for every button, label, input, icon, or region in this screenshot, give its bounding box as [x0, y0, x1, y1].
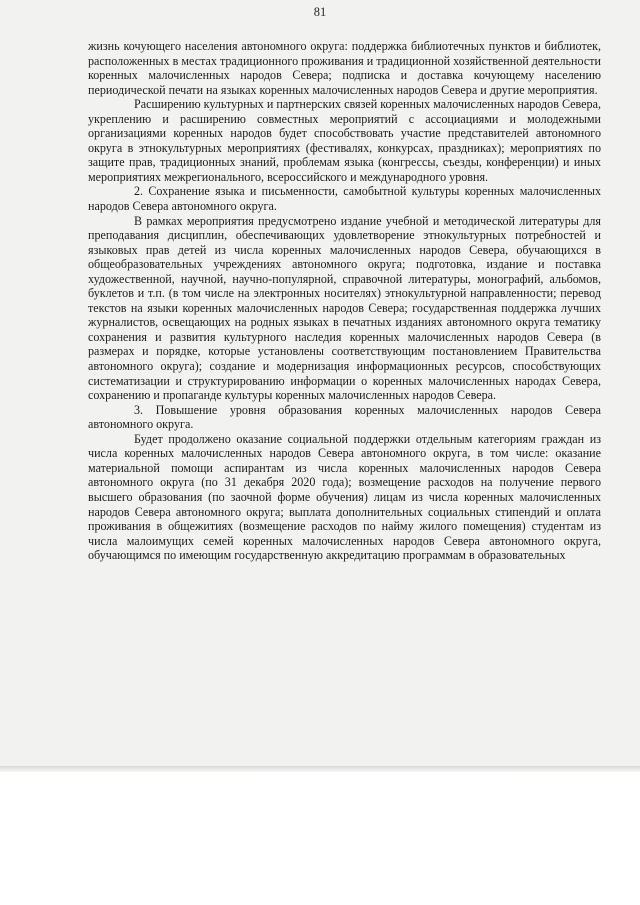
paragraph: В рамках мероприятия предусмотрено издание учебной и методической литературы для преподавания дисциплин, обеспечивающих удовлетворение этнокультурных потребностей и языковых прав детей из числа коренных малочисленных народов Севера, обучающихся в общеобразовательных учреждениях автономного округа; подготовка, издание и поставка художественной, научной, научно-популярной, справочной литературы, монографий, альбомов, буклетов и т.п. (в том числе на электронных носителях) этнокультурной направленности; перевод текстов на языки коренных малочисленных народов Севера; государственная поддержка лучших журналистов, освещающих на родных языках в печатных изданиях автономного округа тематику сохранения и развития культурного наследия коренных малочисленных народов Севера (в размерах и порядке, которые установлены соответствующим постановлением Правительства автономного округа); создание и модернизация информационных ресурсов, способствующих систематизации и структурированию информации о коренных малочисленных народах Севера, сохранению и пропаганде культуры коренных малочисленных народов Севера. — [88, 213, 601, 403]
paragraph: Будет продолжено оказание социальной поддержки отдельным категориям граждан из числа коренных малочисленных народов Севера автономного округа, в том числе: оказание материальной помощи аспирантам из числа коренных малочисленных народов Севера автономного округа (по 31 декабря 2020 года); возмещение расходов на получение первого высшего образования (по заочной форме обучения) лицам из числа коренных малочисленных народов Севера автономного округа; выплата дополнительных социальных стипендий и оплата проживания в общежитиях (возмещение расходов по найму жилого помещения) студентам из числа малоимущих семей коренных малочисленных народов Севера автономного округа, обучающимся по имеющим государственную аккредитацию программам в образовательных — [88, 431, 601, 563]
section-heading: 3. Повышение уровня образования коренных малочисленных народов Севера автономного округа. — [88, 402, 601, 432]
paragraph-continuation: жизнь кочующего населения автономного округа: поддержка библиотечных пунктов и библиотек, расположенных в местах традиционного проживания и традиционной хозяйственной деятельности коренных малочисленных народов Севера; подписка и доставка кочующему населению периодической печати на языках коренных малочисленных народов Севера и другие мероприятия. — [88, 39, 601, 97]
document-body — [88, 39, 601, 563]
scan-bottom-edge — [0, 766, 640, 772]
paragraph: Расширению культурных и партнерских связей коренных малочисленных народов Севера, укреплению и расширению совместных мероприятий с ассоциациями и молодежными организациями коренных народов будет способствовать участие представителей автономного округа в этнокультурных мероприятиях (фестивалях, конкурсах, праздниках); мероприятиях по защите прав, традиционных знаний, проблемам языка (конгрессы, съезды, конференции) и иных мероприятиях межрегионального, всероссийского и международного уровня. — [88, 97, 601, 184]
section-heading: 2. Сохранение языка и письменности, самобытной культуры коренных малочисленных народов Севера автономного округа. — [88, 184, 601, 214]
page-number: 81 — [313, 5, 327, 19]
